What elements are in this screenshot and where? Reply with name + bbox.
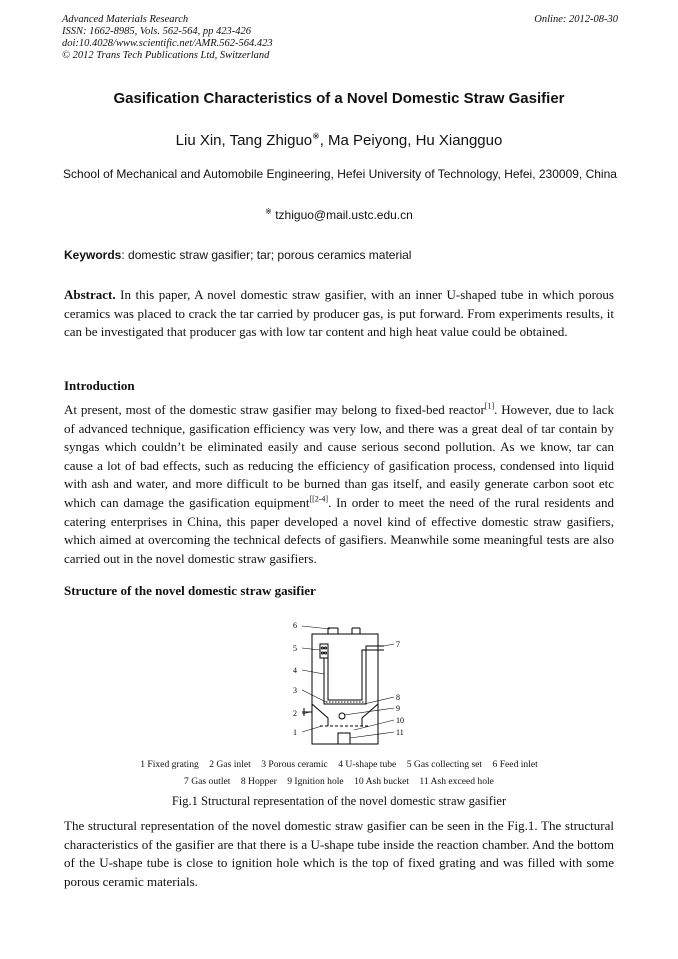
introduction-paragraph: [64, 401, 614, 568]
email-address[interactable]: tzhiguo@mail.ustc.edu.cn: [275, 208, 413, 222]
figure-label-5: 5: [293, 644, 297, 653]
introduction-heading: Introduction: [64, 378, 135, 393]
legend-item: 3 Porous ceramic: [261, 759, 328, 770]
hopper: [312, 704, 328, 726]
structure-heading: Structure of the novel domestic straw gasifier: [64, 583, 316, 598]
authors-first: Liu Xin, Tang Zhiguo: [175, 132, 313, 149]
figure-label-1: 1: [293, 728, 297, 737]
figure-legend-line-2: [0, 776, 678, 787]
citation-1: [1]: [484, 401, 495, 411]
figure-label-11: 11: [396, 728, 404, 737]
figure-label-9: 9: [396, 704, 400, 713]
legend-item: 5 Gas collecting set: [406, 759, 483, 770]
figure-label-6: 6: [293, 621, 297, 630]
keywords-text: : domestic straw gasifier; tar; porous ceramics material: [121, 248, 412, 262]
email-line: [0, 207, 678, 222]
figure-label-10: 10: [396, 716, 404, 725]
legend-item: 11 Ash exceed hole: [419, 776, 494, 787]
keywords-label: Keywords: [64, 248, 122, 262]
author-list: [0, 131, 678, 149]
journal-doi: doi:10.4028/www.scientific.net/AMR.562-564.423: [62, 38, 273, 49]
legend-item: 9 Ignition hole: [287, 776, 344, 787]
journal-copyright: © 2012 Trans Tech Publications Ltd, Switzerland: [62, 50, 270, 61]
email-mark: ※: [265, 207, 272, 216]
figure-caption: Fig.1 Structural representation of the novel domestic straw gasifier: [171, 794, 507, 808]
journal-header: [62, 14, 618, 62]
structure-paragraph: The structural representation of the novel domestic straw gasifier can be seen in the Fig.1. The structural characteristics of the gasifier are that there is a U-shape tube inside the reaction chamber. And the bottom of the U-shape tube is close to ignition hole which is the top of fixed grating and was filled with some porous ceramic materials.: [64, 818, 614, 889]
intro-text-1: At present, most of the domestic straw gasifier may belong to fixed-bed reactor: [64, 402, 485, 417]
ash-bucket: [338, 733, 350, 744]
citation-2: [[2-4]: [309, 494, 329, 504]
legend-item: 6 Feed inlet: [492, 759, 538, 770]
authors-rest: , Ma Peiyong, Hu Xiangguo: [319, 132, 503, 149]
u-shape-tube: [324, 646, 384, 704]
keywords: [64, 248, 616, 262]
journal-name: Advanced Materials Research: [62, 14, 189, 25]
abstract-text: In this paper, A novel domestic straw gasifier, with an inner U-shaped tube in which porous ceramics was placed to crack the tar carried by producer gas, is put forward. From experiments results, it can be investigated that producer gas with low tar content and high heat value could be obtained.: [64, 287, 614, 340]
figure-label-8: 8: [396, 693, 400, 702]
corresponding-mark: ※: [312, 131, 320, 141]
paper-title: Gasification Characteristics of a Novel Domestic Straw Gasifier: [113, 90, 565, 107]
abstract: [64, 286, 614, 342]
figure-legend-line-1: [0, 759, 678, 770]
online-date: Online: 2012-08-30: [534, 14, 618, 25]
figure-label-2: 2: [293, 709, 297, 718]
gas-collecting-set: [320, 644, 328, 658]
intro-text-3: . In order to meet the need of the rural residents and catering enterprises in China, this paper developed a novel kind of effective domestic straw gasifiers, which aimed at overcoming the technical defects of gasifiers. Meanwhile some meaningful tests are also carried out in the novel domestic straw gasifiers.: [64, 494, 614, 566]
figure-label-7: 7: [396, 640, 400, 649]
figure-label-4: 4: [293, 666, 297, 675]
abstract-label: Abstract.: [64, 287, 116, 302]
ignition-hole: [339, 713, 345, 719]
legend-item: 4 U-shape tube: [338, 759, 397, 770]
journal-issn: ISSN: 1662-8985, Vols. 562-564, pp 423-426: [62, 26, 251, 37]
legend-item: 8 Hopper: [240, 776, 277, 787]
affiliation: School of Mechanical and Automobile Engineering, Hefei University of Technology, Hefei, 230009, China: [63, 167, 617, 181]
legend-item: 2 Gas inlet: [209, 759, 251, 770]
legend-item: 7 Gas outlet: [184, 776, 231, 787]
figure-label-3: 3: [293, 686, 297, 695]
legend-item: 10 Ash bucket: [354, 776, 410, 787]
gasifier-diagram: [280, 618, 420, 750]
intro-text-2: . However, due to lack of advanced technique, gasification efficiency was very low, and there was a great deal of tar contain by syngas which couldn’t be eliminated easily and cause serious second pollution. As we know, tar can cause a lot of bad effects, such as reducing the efficiency of gasification process, condensed into liquid with ash and water, and more difficult to be burned than gas itself, and easily generate carbon soot etc which can damage the gasification equipment: [64, 402, 614, 510]
legend-item: 1 Fixed grating: [140, 759, 199, 770]
